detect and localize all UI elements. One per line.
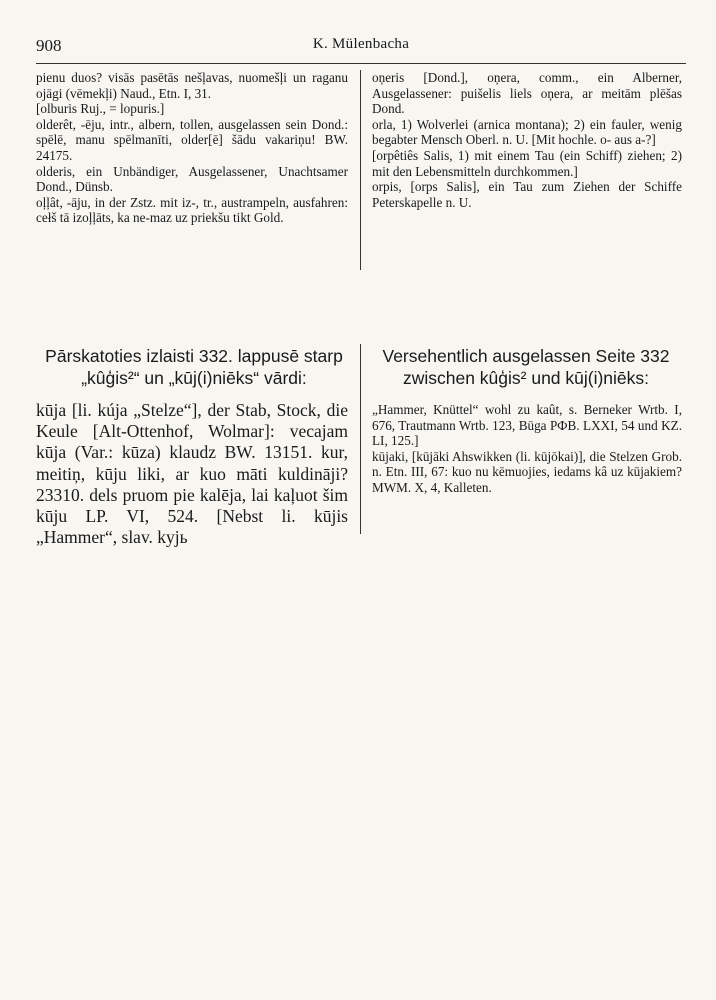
column-top-right (372, 70, 682, 210)
entry-kuja: kūja [li. kúja „Stelze“], der Stab, Stock, die Keule [Alt-Ottenhof, Wolmar]: vecajam kūja (Var.: kūza) klaudz BW. 13151. kur, meitiņ, kūju liki, ar kuo māti kuldināji? 23310. dels pruom pie kalēja, lai kaļuot šim kūju LP. VI, 524. [Nebst li. kūjis „Hammer“, slav. kyjь (36, 400, 348, 548)
column-divider-bottom (360, 344, 361, 534)
column-divider-top (360, 70, 361, 270)
page-header (36, 36, 686, 60)
entry-olderis: olderis, ein Unbändiger, Ausgelassener, Unachtsamer Dond., Dünsb. (36, 163, 348, 195)
entry-kujaki: kūjaki, [kūjāki Ahswikken (li. kūjōkai)], die Stelzen Grob. n. Etn. III, 67: kuo nu kēmuojies, iedams kâ uz kūjakiem? MWM. X, 4, Kalleten. (372, 448, 682, 495)
entry-continuation: pienu duos? visās pasētās nešļavas, nuomešļi un raganu ojāgi (vēmekļi) Naud., Etn. I, 31. (36, 70, 348, 101)
entry-orpeties: [orpêtiês Salis, 1) mit einem Tau (ein Schiff) ziehen; 2) mit den Lebensmitteln durchkommen.] (372, 147, 682, 179)
entry-oneris: oņeris [Dond.], oņera, comm., ein Alberner, Ausgelassener: puišelis liels oņera, ar meitām plēšas Dond. (372, 70, 682, 117)
page-number: 908 (36, 36, 62, 55)
column-bottom-right (372, 402, 682, 496)
entry-kuja-continuation: „Hammer, Knüttel“ wohl zu kaût, s. Berneker Wrtb. I, 676, Trautmann Wrtb. 123, Būga РФВ. LXXI, 54 und KZ. LI, 125.] (372, 402, 682, 449)
header-rule (36, 63, 686, 64)
entry-ollat: oļļât, -āju, in der Zstz. mit iz-, tr., austrampeln, ausfahren: cełš tā izoļļāts, ka ne-maz uz priekšu tikt Gold. (36, 194, 348, 226)
entry-orla: orla, 1) Wolverlei (arnica montana); 2) ein fauler, wenig begabter Mensch Oberl. n. U. [Mit hochle. o- aus a-?] (372, 116, 682, 148)
running-head: K. Mülenbacha (312, 36, 410, 52)
entry-olderet: olderêt, -ēju, intr., albern, tollen, ausgelassen sein Dond.: spēlē, manu spēlmanīti, older[ē] šādu vakariņu! BW. 24175. (36, 116, 348, 163)
column-bottom-left (36, 400, 348, 548)
entry-orpis: orpis, [orps Salis], ein Tau zum Ziehen der Schiffe Peterskapelle n. U. (372, 179, 682, 210)
column-top-left (36, 70, 348, 226)
section-title-german: Versehentlich ausgelassen Seite 332 zwischen kûģis² und kūj(i)niēks: (382, 346, 670, 388)
entry-olburis: [olburis Ruj., = lopuris.] (36, 101, 165, 117)
section-title-latvian: Pārskatoties izlaisti 332. lappusē starp „kûģis²“ un „kūj(i)niēks“ vārdi: (45, 346, 343, 388)
